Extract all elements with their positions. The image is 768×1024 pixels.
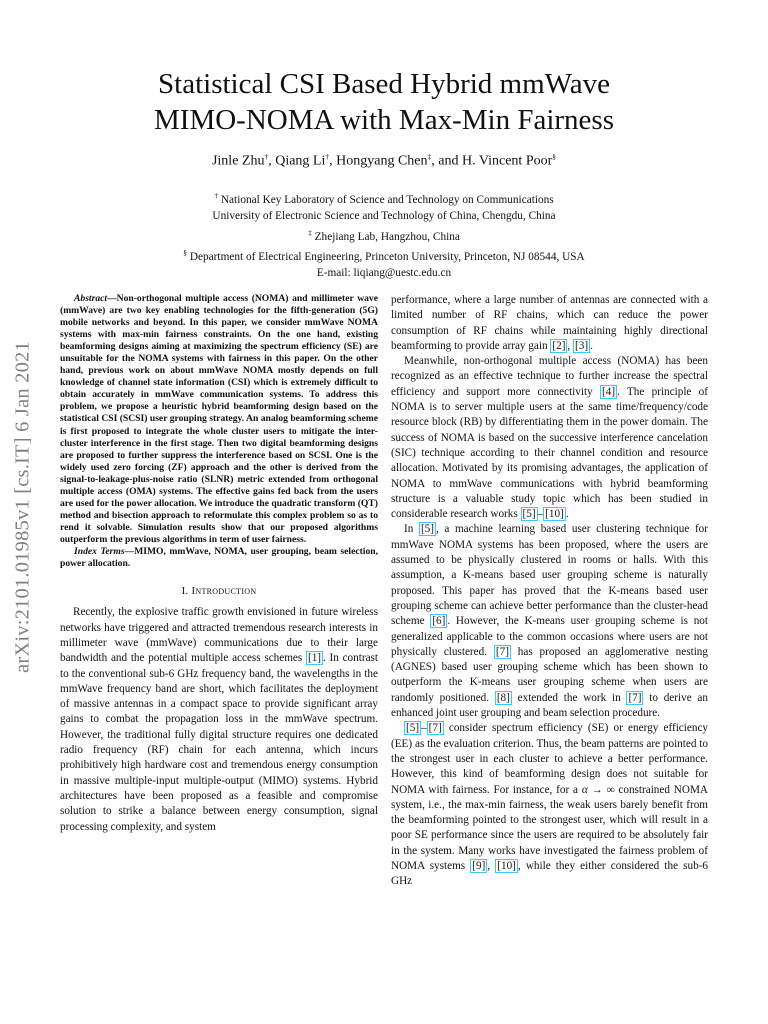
text-run: . bbox=[590, 339, 593, 352]
citation-link[interactable]: [2] bbox=[552, 339, 566, 352]
author-name: , Hongyang Chen bbox=[329, 153, 428, 169]
title-line-1: Statistical CSI Based Hybrid mmWave bbox=[158, 68, 610, 100]
text-run: – bbox=[421, 722, 427, 735]
citation-link[interactable]: [5] bbox=[406, 722, 420, 735]
left-column bbox=[60, 293, 378, 835]
text-run: has proposed an agglomerative nesting (AGNES) based user grouping scheme which has been shown to outperform the K-means user grouping scheme when users are randomly positioned. bbox=[391, 645, 708, 704]
author-name: , and H. Vincent Poor bbox=[431, 153, 553, 169]
citation-link[interactable]: [5] bbox=[420, 523, 434, 536]
affiliation-mark: ‡ bbox=[427, 152, 432, 161]
paragraph bbox=[60, 605, 378, 834]
abstract-text bbox=[60, 293, 378, 546]
text-run: Recently, the explosive traffic growth envisioned in future wireless networks have triggered and attracted tremendous research interests in millimeter wave (mmWave) communications due to their large bandwidth and the potential multiple access schemes bbox=[60, 606, 378, 665]
paragraph bbox=[391, 354, 708, 522]
section-title: Introduction bbox=[191, 585, 257, 598]
text-run: to derive an enhanced joint user grouping and beam selection procedure. bbox=[391, 691, 708, 720]
paragraph bbox=[391, 721, 708, 889]
affiliation-mark: § bbox=[183, 248, 188, 258]
author-name: , Qiang Li bbox=[268, 153, 326, 169]
abstract-body: —Non-orthogonal multiple access (NOMA) and millimeter wave (mmWave) are two key enabling technologies for the fifth-generation (5G) mobile networks and beyond. In this paper, we consider mmWave NOMA systems with max-min fairness constraints. On the one hand, existing beamforming designs aiming at maximizing the spectrum efficiency (SE) are unsuitable for the NOMA systems with fairness in this paper. On the other hand, previous work on about mmWave NOMA mostly depends on full knowledge of channel state information (CSI) which is extremely difficult to obtain accurately in mmWave communication systems. To address this problem, we propose a heuristic hybrid beamforming design based on the statistical CSI (SCSI) user grouping strategy. An analog beamforming scheme is first proposed to integrate the whole cluster users to mitigate the inter-cluster interference in the first stage. Then two digital beamforming designs are proposed to further suppress the interference based on SCSI. One is the widely used zero forcing (ZF) approach and the other is derived from the signal-to-leakage-plus-noise ratio (SLNR) metric extended from orthogonal multiple access (OMA) systems. The effective gains fed back from the users are used for the power allocation. We introduce the quadratic transform (QT) method and bisection approach to reformulate this complex problem so as to rend it solvable. Simulation results show that our proposed algorithms outperform the previous algorithms in term of user fairness. bbox=[60, 293, 378, 545]
citation-link[interactable]: [10] bbox=[545, 508, 564, 521]
text-run: . However, the K-means user grouping scheme is not generalized applicable to the common occasions where users are not physically clustered. bbox=[391, 615, 708, 658]
author-list bbox=[0, 152, 768, 170]
contact-email: E-mail: liqiang@uestc.edu.cn bbox=[316, 267, 452, 280]
text-run: performance, where a large number of antennas are connected with a limited number of RF chains, which can reduce the power consumption of RF chains while maintaining highly directional beamforming to provide array gain bbox=[391, 294, 708, 352]
affiliation-text: Department of Electrical Engineering, Princeton University, Princeton, NJ 08544, USA bbox=[187, 250, 585, 263]
text-run: consider spectrum efficiency (SE) or energy efficiency (EE) as the evaluation criterion. Thus, the beam patterns are pointed to the strongest user in each cluster to achieve a better performance. However, this kind of beamforming design does not suitable for NOMA with fairness. For instance, for a bbox=[391, 722, 708, 796]
text-run: . The principle of NOMA is to server multiple users at the same time/frequency/code resource block (RB) by differentiating them in the power domain. The success of NOMA is based on the successive interference cancelation (SIC) technique according to their channel condition and resource allocation. Motivated by its promising advantages, the application of NOMA to mmWave communications with hybrid beamforming structure is a valuable study topic which has been studied in considerable research works bbox=[391, 385, 709, 521]
citation-link[interactable]: [7] bbox=[428, 722, 442, 735]
citation-link[interactable]: [6] bbox=[432, 615, 446, 628]
right-column bbox=[391, 293, 708, 890]
affiliation-mark: ‡ bbox=[308, 227, 312, 237]
abstract-label: Abstract bbox=[74, 293, 108, 304]
affiliation-line bbox=[0, 225, 768, 245]
affiliation-line: University of Electronic Science and Technology of China, Chengdu, China bbox=[212, 210, 556, 223]
arxiv-identifier: arXiv:2101.01985v1 [cs.IT] 6 Jan 2021 bbox=[11, 341, 34, 673]
citation-link[interactable]: [10] bbox=[497, 859, 516, 872]
section-number: I. bbox=[181, 585, 192, 598]
author-name: Jinle Zhu bbox=[211, 153, 265, 169]
index-terms-body: —MIMO, mmWave, NOMA, user grouping, beam selection, power allocation. bbox=[60, 545, 378, 570]
affiliation-mark: † bbox=[214, 191, 219, 200]
text-run: , bbox=[487, 859, 496, 872]
index-terms-label: Index Terms bbox=[74, 545, 125, 557]
affiliation-text: Zhejiang Lab, Hangzhou, China bbox=[311, 230, 460, 243]
text-run: In bbox=[404, 523, 419, 536]
text-run: constrained NOMA system, i.e., the max-min fairness, the weak users barely benefit from the beamforming pointed to the strongest user, which will result in a poor SE performance since the users are required to be absolutely fair in the system. Many works have investigated the fairness problem of NOMA systems bbox=[391, 783, 708, 872]
text-run: , a machine learning based user clustering technique for mmWave NOMA systems has been proposed, where the users are assumed to be physically clustered in rooms or halls. With this assumption, a K-means based user grouping scheme is naturally proposed. This paper has proved that the K-means based user grouping scheme can achieve better performance than the cluster-head scheme bbox=[391, 523, 708, 628]
text-run: extended the work in bbox=[511, 691, 627, 704]
section-heading bbox=[60, 584, 378, 599]
citation-link[interactable]: [7] bbox=[495, 645, 509, 658]
text-run: Meanwhile, non-orthogonal multiple access (NOMA) has been recognized as an effective technique to further increase the spectral efficiency and support more connectivity bbox=[391, 355, 708, 398]
title-line-2: MIMO-NOMA with Max-Min Fairness bbox=[154, 104, 614, 136]
math-expression: α → ∞ bbox=[581, 783, 615, 796]
citation-link[interactable]: [9] bbox=[472, 859, 486, 872]
affiliations bbox=[0, 188, 768, 282]
affiliation-line bbox=[0, 188, 768, 208]
affiliation-mark: † bbox=[325, 152, 330, 161]
citation-link[interactable]: [3] bbox=[575, 339, 589, 352]
text-run: . In contrast to the conventional sub-6 GHz frequency band, the wavelengths in the mmWave frequency band are short, which facilitates the deployment of massive antennas in a compact space to provide significant array gains to combat the propagation loss in the mmWave spectrum. However, the traditional fully digital structure requires one dedicated radio frequency (RF) chain for each antenna, which incurs prohibitively high hardware cost and tremendous energy consumption in massive multiple-input multiple-output (MIMO) systems. Hybrid architectures have been proposed as a feasible and compromise solution to strike a balance between energy consumption, signal processing complexity, and system bbox=[60, 652, 378, 833]
citation-link[interactable]: [8] bbox=[496, 691, 510, 704]
affiliation-line bbox=[0, 245, 768, 265]
affiliation-text: National Key Laboratory of Science and Technology on Communications bbox=[218, 193, 554, 206]
paragraph bbox=[391, 293, 708, 354]
text-run: , bbox=[567, 339, 574, 352]
paper-title bbox=[0, 66, 768, 138]
text-run: , while they either considered the sub-6 GHz bbox=[391, 859, 709, 888]
intro-body-left bbox=[60, 605, 378, 834]
affiliation-mark: § bbox=[552, 152, 557, 161]
citation-link[interactable]: [1] bbox=[307, 652, 322, 665]
abstract bbox=[60, 293, 378, 570]
arxiv-sidebar bbox=[2, 297, 44, 717]
affiliation-mark: † bbox=[264, 152, 269, 161]
text-run: . bbox=[565, 508, 569, 521]
index-terms bbox=[60, 546, 378, 570]
citation-link[interactable]: [7] bbox=[628, 691, 642, 704]
paragraph bbox=[391, 522, 708, 721]
citation-link[interactable]: [4] bbox=[602, 385, 616, 398]
text-run: – bbox=[537, 508, 544, 521]
citation-link[interactable]: [5] bbox=[522, 508, 536, 521]
